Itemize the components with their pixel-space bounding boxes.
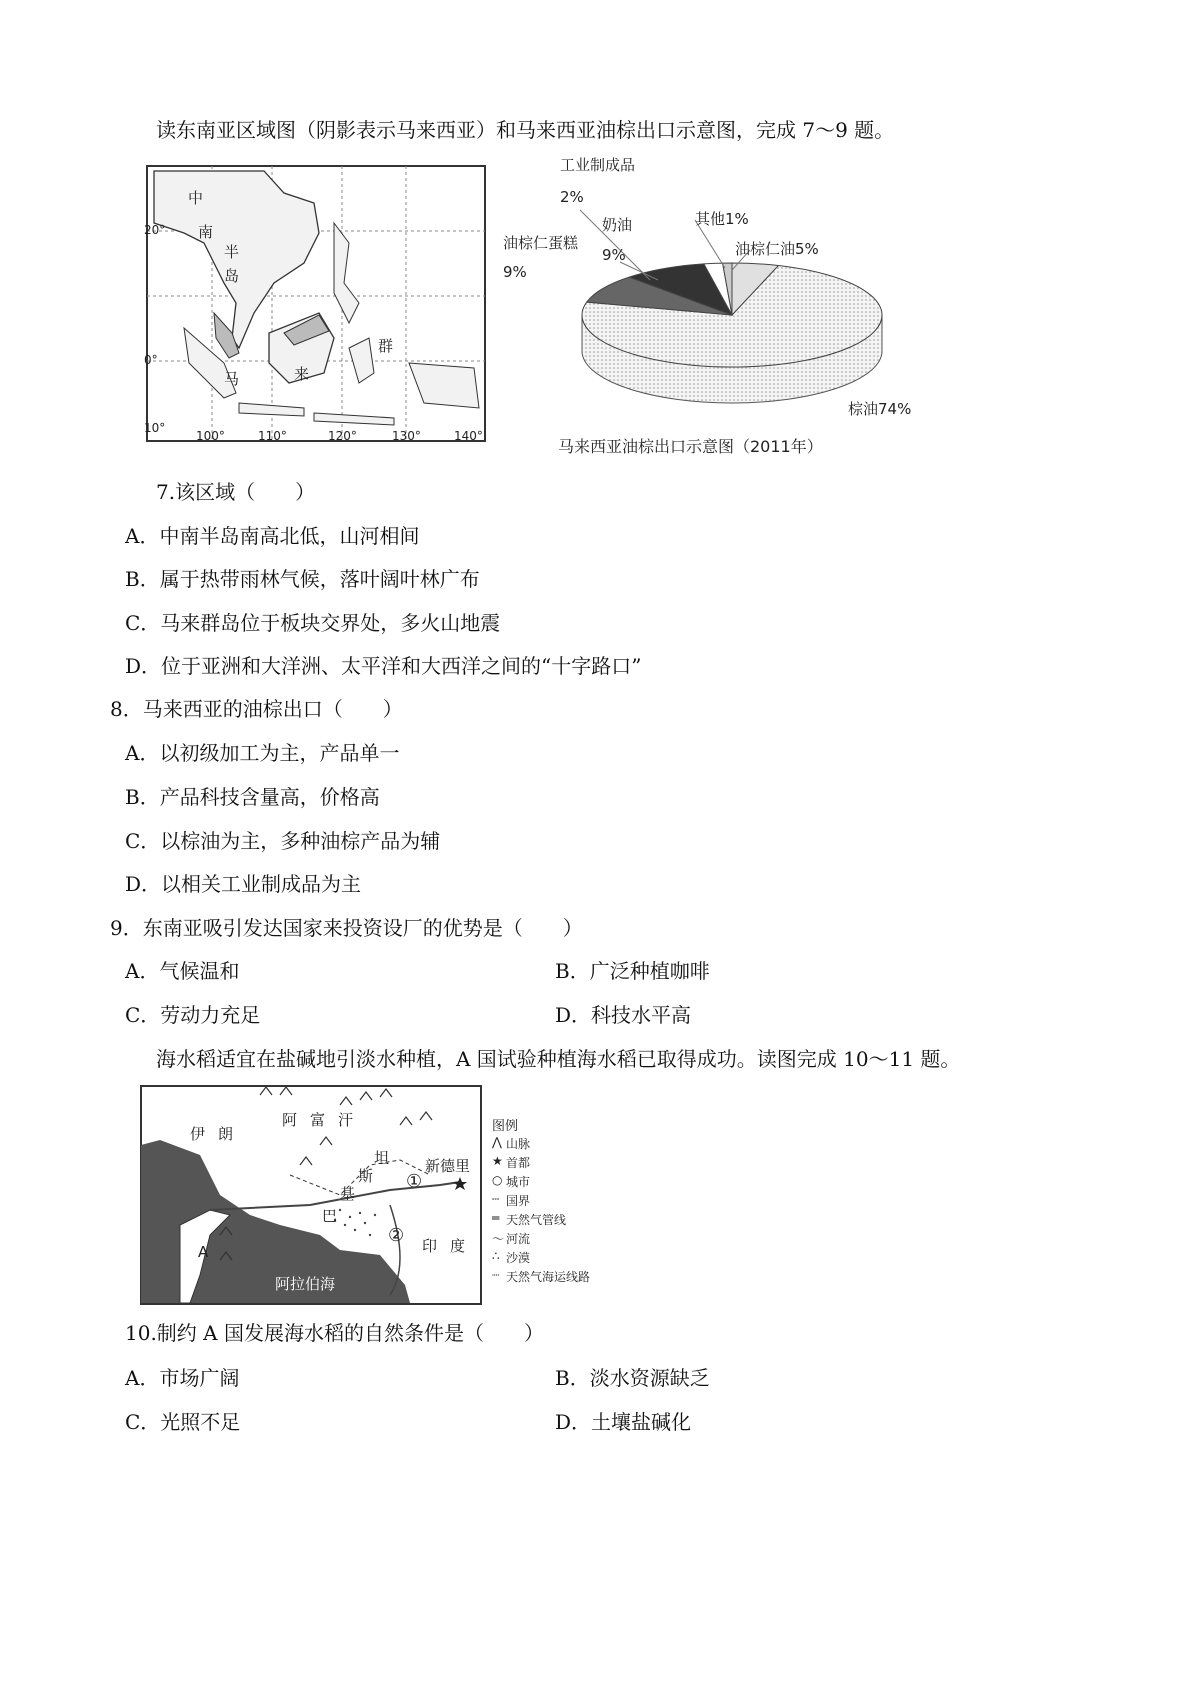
legend-city-icon: ○: [492, 1173, 503, 1187]
map2-country-a: A: [198, 1243, 209, 1261]
q8-stem: 8．马来西亚的油棕出口（ ）: [110, 697, 403, 721]
map1-label-nan: 南: [198, 223, 214, 241]
legend-capital-icon: ★: [492, 1154, 503, 1168]
map2-du: 度: [450, 1237, 466, 1255]
q8-option-d[interactable]: D．以相关工业制成品为主: [125, 872, 362, 896]
map2-arabian-sea: 阿拉伯海: [275, 1275, 336, 1293]
map2-si: 斯: [358, 1167, 374, 1185]
map2-marker-1: ①: [406, 1171, 423, 1192]
palm-oil-export-chart: [503, 150, 970, 460]
south-asia-map: [140, 1085, 640, 1305]
intro-text-1: 读东南亚区域图（阴影表示马来西亚）和马来西亚油棕出口示意图，完成 7～9 题。: [156, 118, 895, 142]
map1-label-lai: 来: [294, 365, 310, 383]
map1-lat-0: 0°: [144, 353, 158, 367]
map2-newdelhi: 新德里: [425, 1157, 471, 1175]
legend-capital: 首都: [506, 1156, 531, 1170]
legend-desert: 沙漠: [506, 1251, 531, 1265]
map1-label-ban: 半: [224, 243, 240, 261]
map2-han: 汗: [338, 1111, 354, 1129]
pie-value-naiyou: 9%: [602, 246, 626, 264]
pie-title: 马来西亚油棕出口示意图（2011年）: [558, 437, 823, 456]
legend-pipeline: 天然气管线: [506, 1213, 567, 1227]
map1-lat-20: 20°: [144, 223, 166, 237]
legend-title: 图例: [492, 1119, 519, 1134]
map1-label-dao: 岛: [224, 267, 240, 285]
pie-value-dangao: 9%: [503, 263, 527, 281]
map2-tan: 坦: [374, 1149, 390, 1167]
q8-option-b[interactable]: B．产品科技含量高，价格高: [125, 785, 380, 809]
legend-desert-icon: ∴: [492, 1249, 500, 1263]
q7-option-a[interactable]: A．中南半岛南高北低，山河相间: [125, 524, 420, 548]
pie-label-youzongren: 油棕仁油5%: [735, 240, 819, 258]
pie-value-gongye: 2%: [560, 188, 584, 206]
q10-option-d[interactable]: D．土壤盐碱化: [555, 1410, 692, 1434]
pie-label-gongye: 工业制成品: [560, 156, 636, 174]
intro-text-2: 海水稻适宜在盐碱地引淡水种植，A 国试验种植海水稻已取得成功。读图完成 10～11 题。: [156, 1047, 961, 1071]
map1-label-qun: 群: [378, 337, 394, 355]
map1-lon-130: 130°: [392, 429, 421, 443]
pie-label-qita: 其他1%: [695, 210, 749, 228]
map2-fu: 富: [310, 1111, 326, 1129]
map2-a: 阿: [282, 1111, 298, 1129]
southeast-asia-map: [144, 163, 490, 446]
q9-option-c[interactable]: C．劳动力充足: [125, 1003, 261, 1027]
map1-lon-120: 120°: [328, 429, 357, 443]
legend-border-icon: ┄: [492, 1192, 500, 1206]
map1-lon-110: 110°: [258, 429, 287, 443]
legend-pipeline-icon: ═: [492, 1211, 500, 1225]
legend-river-icon: 〜: [492, 1232, 505, 1246]
pie-label-dangao: 油棕仁蛋糕: [503, 234, 579, 252]
pie-label-zongyou: 棕油74%: [848, 400, 912, 418]
map2-lang: 朗: [218, 1125, 234, 1143]
q7-option-b[interactable]: B．属于热带雨林气候，落叶阔叶林广布: [125, 567, 480, 591]
map2-yin: 印: [422, 1237, 438, 1255]
q10-option-c[interactable]: C．光照不足: [125, 1410, 241, 1434]
q7-stem: 7.该区域（ ）: [156, 480, 316, 504]
legend-searoute: 天然气海运线路: [506, 1270, 591, 1284]
map1-label-ma: 马: [224, 370, 240, 388]
q7-option-c[interactable]: C．马来群岛位于板块交界处，多火山地震: [125, 611, 501, 635]
legend-border: 国界: [506, 1194, 531, 1208]
q10-option-b[interactable]: B．淡水资源缺乏: [555, 1366, 710, 1390]
map1-lon-100: 100°: [196, 429, 225, 443]
map1-lon-140: 140°: [454, 429, 483, 443]
q9-option-a[interactable]: A．气候温和: [125, 959, 240, 983]
legend-searoute-icon: ┈: [492, 1268, 500, 1282]
q8-option-c[interactable]: C．以棕油为主，多种油棕产品为辅: [125, 829, 441, 853]
map1-label-zhong: 中: [188, 189, 204, 207]
q9-option-b[interactable]: B．广泛种植咖啡: [555, 959, 710, 983]
q9-option-d[interactable]: D．科技水平高: [555, 1003, 692, 1027]
q9-stem: 9．东南亚吸引发达国家来投资设厂的优势是（ ）: [110, 916, 583, 940]
q10-stem: 10.制约 A 国发展海水稻的自然条件是（ ）: [125, 1321, 544, 1345]
q10-option-a[interactable]: A．市场广阔: [125, 1366, 240, 1390]
legend-mountain-icon: ⋀: [492, 1135, 502, 1149]
map2-ba: 巴: [322, 1207, 338, 1225]
map1-lat-10: 10°: [144, 421, 166, 435]
pie-label-naiyou: 奶油: [602, 216, 633, 234]
legend-city: 城市: [506, 1175, 531, 1189]
map2-ji: 基: [340, 1185, 356, 1203]
legend-river: 河流: [506, 1232, 531, 1246]
q8-option-a[interactable]: A．以初级加工为主，产品单一: [125, 741, 400, 765]
q7-option-d[interactable]: D．位于亚洲和大洋洲、太平洋和大西洋之间的“十字路口”: [125, 654, 642, 678]
map2-yi: 伊: [190, 1125, 206, 1143]
map2-marker-2: ②: [388, 1225, 405, 1246]
legend-mountain: 山脉: [506, 1137, 531, 1151]
